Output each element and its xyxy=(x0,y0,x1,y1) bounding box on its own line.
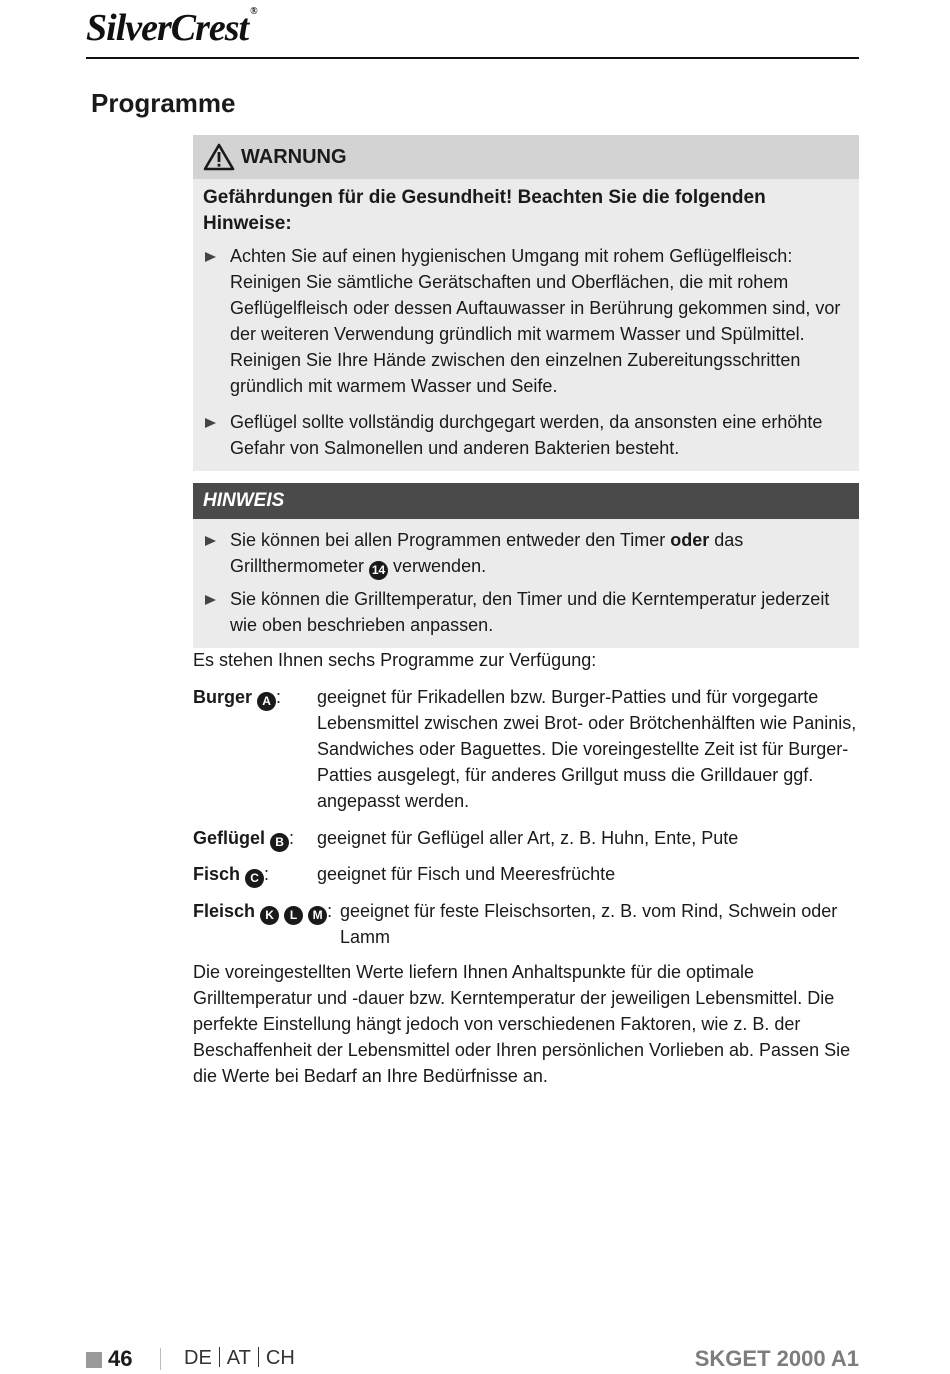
country-codes xyxy=(184,1347,295,1370)
intro-text: Es stehen Ihnen sechs Programme zur Verfügung: xyxy=(193,650,597,670)
page-number: 46 xyxy=(108,1346,133,1371)
warning-label: WARNUNG xyxy=(241,145,347,168)
program-letter-badge: C xyxy=(245,869,264,888)
program-description: geeignet für Frikadellen bzw. Burger-Patties und für vorgegarte Lebensmittel zwischen zwei Brot- oder Brötchenhälften wie Paninis, Sandwiches oder Baguettes. Die voreingestellte Zeit ist für Burger-Patties ausgelegt, für anderes Grillgut muss die Grilldauer ggf. angepasst werden. xyxy=(317,687,857,811)
program-burger xyxy=(193,684,863,814)
program-gefluegel xyxy=(193,825,863,851)
warning-triangle-icon xyxy=(203,143,235,171)
page-footer xyxy=(86,1346,859,1374)
hint-item-text: Sie können die Grilltemperatur, den Timer und die Kerntemperatur jederzeit wie oben beschrieben anpassen. xyxy=(230,589,830,635)
warning-item-text: Geflügel sollte vollständig durchgegart werden, da ansonsten eine erhöhte Gefahr von Salmonellen und anderen Bakterien besteht. xyxy=(230,412,823,458)
hint-box xyxy=(193,483,859,648)
list-item xyxy=(203,409,849,461)
footer-divider xyxy=(160,1348,161,1370)
program-name: Geflügel xyxy=(193,828,266,848)
brand-name: SilverCrest xyxy=(86,7,249,49)
triangle-bullet-icon xyxy=(205,536,216,546)
hint-text-bold: oder xyxy=(670,530,710,550)
hint-list xyxy=(193,519,859,648)
program-letter-badge: M xyxy=(308,906,327,925)
registered-mark: ® xyxy=(250,6,257,17)
program-description: geeignet für Geflügel aller Art, z. B. Huhn, Ente, Pute xyxy=(317,828,739,848)
program-fisch xyxy=(193,861,863,887)
warning-list xyxy=(193,241,859,471)
program-letter-badge: L xyxy=(284,906,303,925)
country-code: AT xyxy=(226,1347,251,1369)
triangle-bullet-icon xyxy=(205,595,216,605)
warning-box xyxy=(193,135,859,471)
list-item xyxy=(203,243,849,399)
program-term: Burger A : xyxy=(193,684,281,711)
list-item xyxy=(203,586,849,638)
program-fleisch xyxy=(193,898,863,950)
country-code: DE xyxy=(184,1347,212,1369)
closing-paragraph: Die voreingestellten Werte liefern Ihnen Anhaltspunkte für die optimale Grilltemperatur und -dauer bzw. Kerntemperatur der jeweiligen Lebensmittel. Die perfekte Einstellung hängt jedoch von verschiedenen Faktoren, wie z. B. der Beschaffenheit der Lebensmittel oder Ihren persönlichen Vorlieben ab. Passen Sie die Werte bei Bedarf an Ihre Bedürfnisse an. xyxy=(193,962,851,1086)
model-number: SKGET 2000 A1 xyxy=(694,1346,859,1371)
program-letter-badge: A xyxy=(257,692,276,711)
brand-logo xyxy=(86,6,257,50)
warning-item-text: Achten Sie auf einen hygienischen Umgang mit rohem Geflügelfleisch: Reinigen Sie sämtliche Gerätschaften und Oberflächen, die mit rohem Geflügelfleisch oder dessen Auftauwasser in Berührung gekommen sind, vor der weiteren Verwendung gründlich mit warmem Wasser und Spülmittel. Reinigen Sie Ihre Hände zwischen den einzelnen Zubereitungsschritten gründlich mit warmem Wasser und Seife. xyxy=(230,246,841,396)
program-letter-badge: B xyxy=(270,833,289,852)
reference-number-badge: 14 xyxy=(369,561,388,580)
hint-text-middle: das Grillthermometer xyxy=(230,530,744,576)
program-term: Fleisch K L M : xyxy=(193,898,332,925)
program-term: Geflügel B : xyxy=(193,825,294,852)
hint-text-after: verwenden. xyxy=(388,556,487,576)
triangle-bullet-icon xyxy=(205,252,216,262)
triangle-bullet-icon xyxy=(205,418,216,428)
country-divider xyxy=(258,1347,259,1367)
hint-text-before: Sie können bei allen Programmen entweder den Timer xyxy=(230,530,671,550)
program-term: Fisch C : xyxy=(193,861,269,888)
program-letter-badge: K xyxy=(260,906,279,925)
hint-header: HINWEIS xyxy=(193,483,859,519)
country-divider xyxy=(219,1347,220,1367)
header-rule xyxy=(86,57,859,59)
program-name: Burger xyxy=(193,687,253,707)
program-name: Fleisch xyxy=(193,901,256,921)
program-description: geeignet für feste Fleischsorten, z. B. vom Rind, Schwein oder Lamm xyxy=(340,901,838,947)
square-icon xyxy=(86,1352,102,1368)
program-description: geeignet für Fisch und Meeresfrüchte xyxy=(317,864,616,884)
list-item xyxy=(203,527,849,580)
warning-subtitle: Gefährdungen für die Gesundheit! Beachten Sie die folgenden Hinweise: xyxy=(203,187,766,234)
page-title: Programme xyxy=(91,88,236,118)
program-name: Fisch xyxy=(193,864,241,884)
country-code: CH xyxy=(265,1347,295,1369)
warning-header xyxy=(193,135,859,179)
